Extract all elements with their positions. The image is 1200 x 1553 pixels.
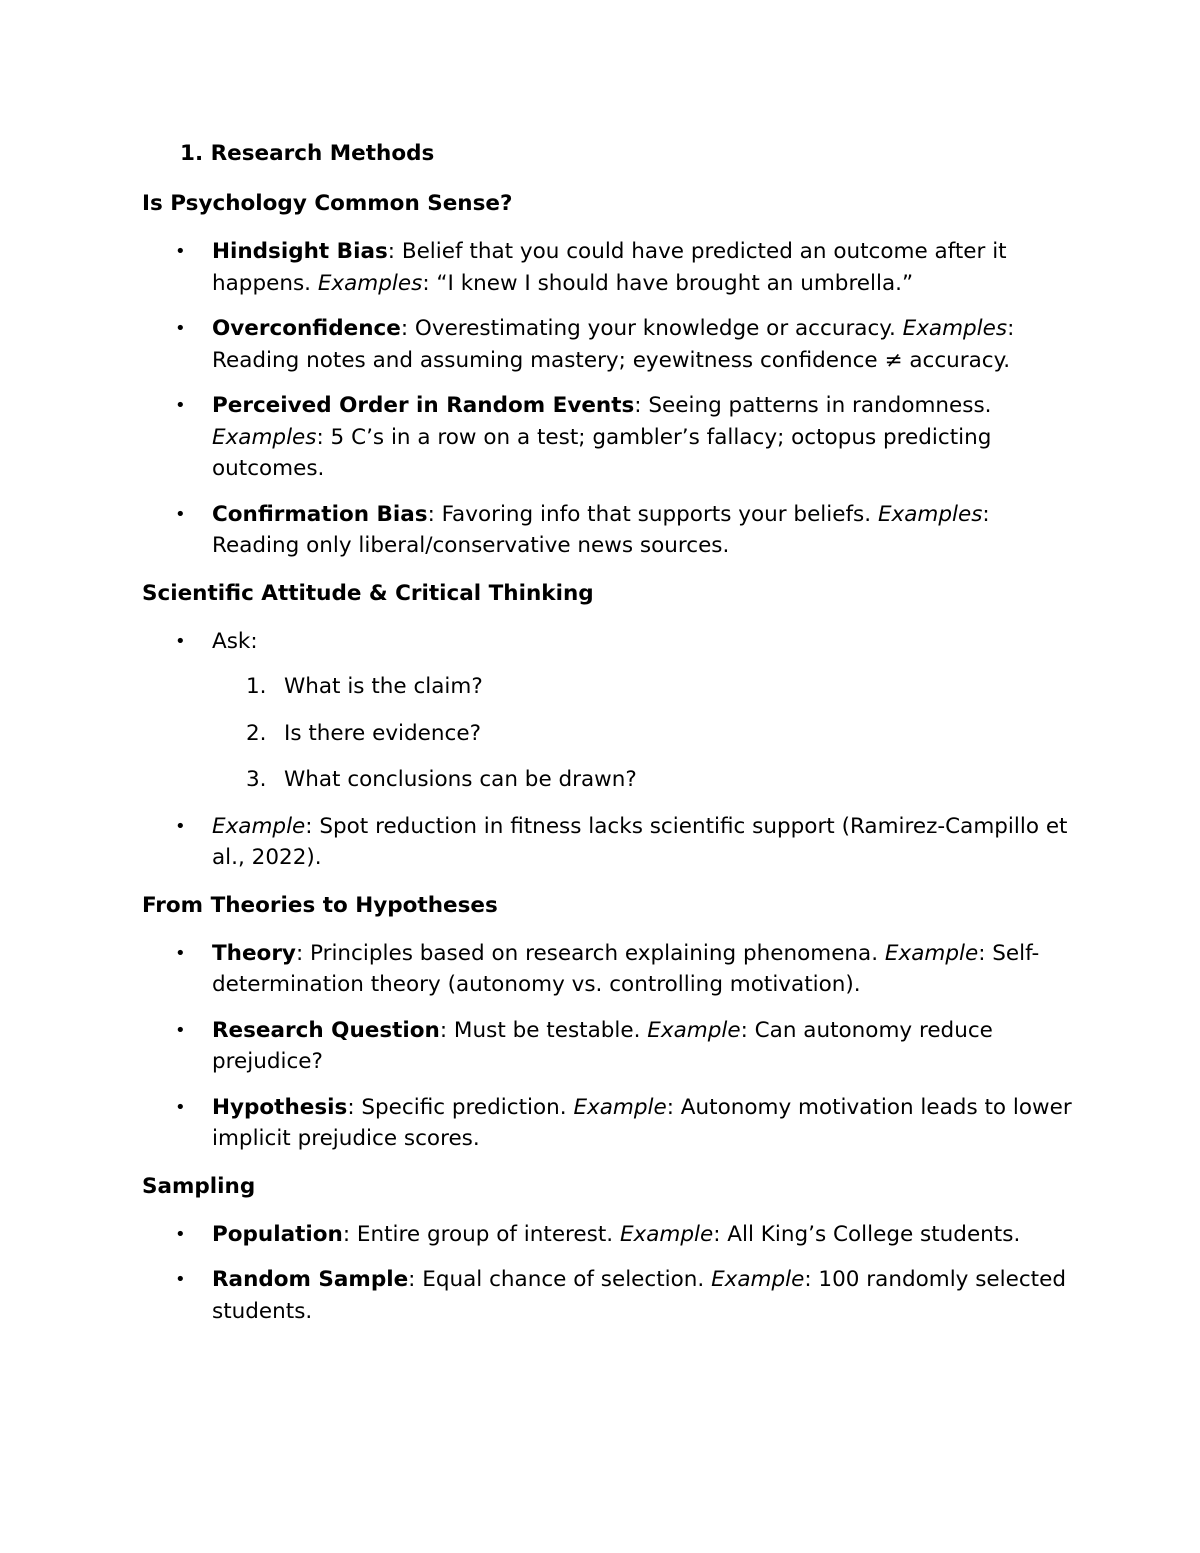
term-hindsight-bias: Hindsight Bias xyxy=(212,239,388,264)
example-text-population: : All King’s College students. xyxy=(713,1221,1021,1247)
ask-label: Ask: xyxy=(212,628,258,654)
example-label: Example xyxy=(711,1267,805,1292)
example-label: Example xyxy=(884,940,979,966)
definition-confirmation-bias: : Favoring info that supports your beliefs. xyxy=(427,501,878,527)
ask-item-conclusions xyxy=(142,764,1072,796)
ask-item-text: Is there evidence? xyxy=(284,720,481,746)
ask-item-claim xyxy=(142,671,1072,703)
example-text-spot-reduction: : Spot reduction in fitness lacks scientific support (Ramirez-Campillo et al., 2022). xyxy=(212,813,1068,870)
ask-item-text: What conclusions can be drawn? xyxy=(284,767,637,792)
definition-population: : Entire group of interest. xyxy=(342,1221,620,1247)
term-overconfidence: Overconfidence xyxy=(212,316,401,341)
bullet-icon: • xyxy=(175,503,186,525)
section-heading-theories: From Theories to Hypotheses xyxy=(142,892,498,918)
term-research-question: Research Question xyxy=(212,1017,440,1043)
definition-theory: : Principles based on research explaining phenomena. xyxy=(295,940,885,966)
definition-perceived-order: : Seeing patterns in randomness. xyxy=(634,393,992,418)
bullet-icon: • xyxy=(175,630,186,652)
list-item-hypothesis xyxy=(142,1092,1072,1155)
term-theory: Theory xyxy=(212,940,296,966)
ask-item-text: What is the claim? xyxy=(284,674,483,699)
term-hypothesis: Hypothesis xyxy=(212,1094,348,1120)
list-item-population xyxy=(142,1219,1072,1251)
example-label: Examples xyxy=(902,316,1008,341)
section-heading-common-sense: Is Psychology Common Sense? xyxy=(142,191,513,216)
example-text-hypothesis: : Autonomy motivation leads to lower implicit prejudice scores. xyxy=(212,1094,1072,1151)
definition-research-question: : Must be testable. xyxy=(439,1017,648,1043)
definition-hypothesis: : Specific prediction. xyxy=(347,1094,574,1120)
example-label: Examples xyxy=(317,270,423,296)
ask-numbered-list xyxy=(212,671,1072,796)
bullet-icon: • xyxy=(175,241,186,262)
list-item-hindsight-bias xyxy=(142,236,1072,299)
definition-random-sample: : Equal chance of selection. xyxy=(408,1267,712,1292)
example-text-perceived-order: : 5 C’s in a row on a test; gambler’s fallacy; octopus predicting outcomes. xyxy=(212,424,992,481)
list-item-spot-reduction-example xyxy=(142,811,1072,874)
bullet-icon: • xyxy=(175,318,186,339)
example-label: Examples xyxy=(877,501,983,527)
bullet-icon: • xyxy=(175,1269,186,1290)
example-label: Example xyxy=(647,1017,741,1043)
example-label: Example xyxy=(573,1094,667,1120)
page-title: 1. Research Methods xyxy=(180,141,435,166)
scientific-attitude-list xyxy=(142,626,1072,874)
list-item-random-sample xyxy=(142,1264,1072,1327)
list-item-overconfidence xyxy=(142,313,1072,376)
example-text-theory: : Self-determination theory (autonomy vs. controlling motivation). xyxy=(212,940,1040,997)
term-confirmation-bias: Confirmation Bias xyxy=(212,501,428,527)
bullet-icon: • xyxy=(175,815,186,837)
ask-item-number: 2. xyxy=(246,720,267,746)
section-heading-scientific-attitude: Scientific Attitude & Critical Thinking xyxy=(142,580,594,606)
example-text-random-sample: : 100 randomly selected students. xyxy=(212,1267,1066,1324)
term-population: Population xyxy=(212,1221,343,1247)
document-page xyxy=(142,136,1072,1341)
example-text-confirmation-bias: : Reading only liberal/conservative news sources. xyxy=(212,501,990,558)
bullet-icon: • xyxy=(175,942,186,964)
theories-list xyxy=(142,938,1072,1155)
ask-item-evidence xyxy=(142,718,1072,750)
definition-overconfidence: : Overestimating your knowledge or accuracy. xyxy=(400,316,903,341)
list-item-ask xyxy=(142,626,1072,796)
ask-item-number: 3. xyxy=(246,767,267,792)
example-text-hindsight-bias: : “I knew I should have brought an umbrella.” xyxy=(422,270,914,296)
list-item-confirmation-bias xyxy=(142,499,1072,562)
example-text-overconfidence: : Reading notes and assuming mastery; eyewitness confidence ≠ accuracy. xyxy=(212,316,1015,373)
term-perceived-order: Perceived Order in Random Events xyxy=(212,393,635,418)
common-sense-list xyxy=(142,236,1072,562)
term-random-sample: Random Sample xyxy=(212,1267,409,1292)
bullet-icon: • xyxy=(175,1223,186,1245)
bullet-icon: • xyxy=(175,1019,186,1041)
example-label: Example xyxy=(212,813,306,839)
sampling-list xyxy=(142,1219,1072,1328)
bullet-icon: • xyxy=(175,395,186,416)
bullet-icon: • xyxy=(175,1096,186,1118)
example-label: Examples xyxy=(212,424,317,450)
example-label: Example xyxy=(619,1221,714,1247)
list-item-perceived-order xyxy=(142,390,1072,485)
ask-item-number: 1. xyxy=(246,674,267,699)
section-heading-sampling: Sampling xyxy=(142,1173,256,1199)
definition-hindsight-bias: : Belief that you could have predicted an outcome after it happens. xyxy=(212,239,1007,296)
list-item-theory xyxy=(142,938,1072,1001)
example-text-research-question: : Can autonomy reduce prejudice? xyxy=(212,1017,993,1074)
list-item-research-question xyxy=(142,1015,1072,1078)
